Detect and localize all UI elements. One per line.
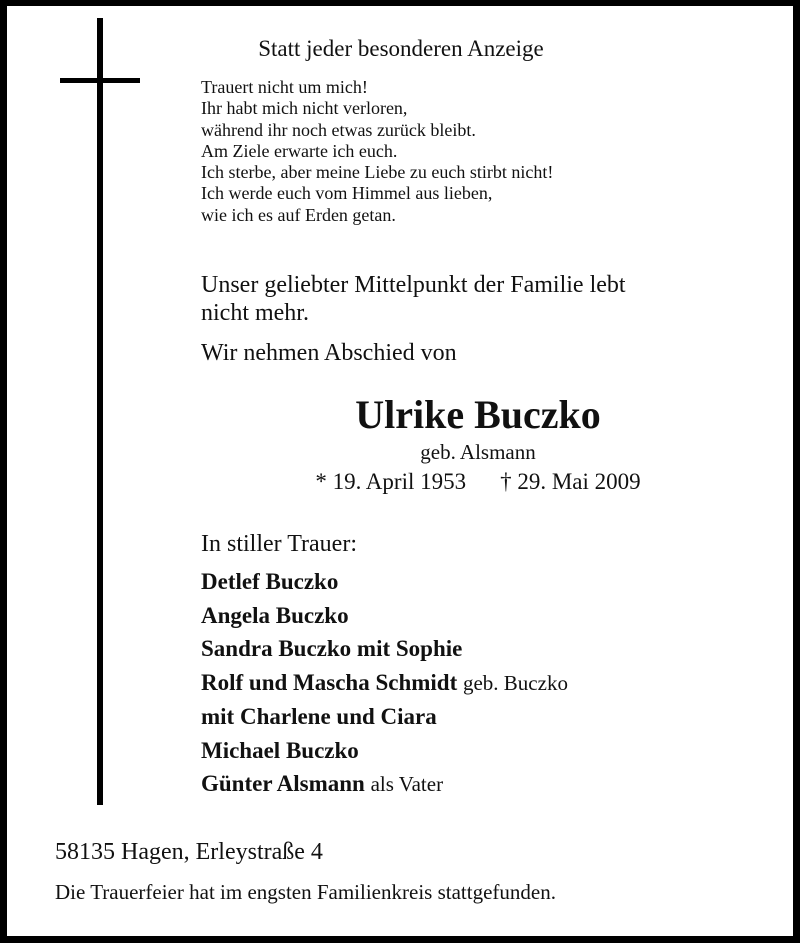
poem-line: während ihr noch etwas zurück bleibt. [201, 119, 476, 140]
mourner-name: Sandra Buczko mit Sophie [201, 636, 463, 661]
deceased-name: Ulrike Buczko [355, 392, 601, 437]
mourner-item [201, 767, 568, 802]
mourner-name: Detlef Buczko [201, 569, 339, 594]
obituary-notice [7, 6, 793, 936]
ceremony-note: Die Trauerfeier hat im engsten Familienkreis stattgefunden. [55, 880, 556, 904]
mourner-name: Günter Alsmann [201, 771, 365, 796]
life-dates [201, 469, 755, 495]
mourner-name: Rolf und Mascha Schmidt [201, 669, 458, 695]
cross-icon [97, 18, 103, 805]
poem [201, 77, 553, 226]
farewell-text: Wir nehmen Abschied von [201, 340, 457, 366]
cross-icon-crossbar [60, 78, 140, 83]
poem-line: Ich werde euch vom Himmel aus lieben, [201, 183, 493, 204]
mourner-name: Michael Buczko [201, 737, 359, 763]
poem-line: Am Ziele erwarte ich euch. [201, 140, 398, 161]
birth-date: * 19. April 1953 [315, 469, 467, 494]
mourner-item [201, 599, 568, 633]
mourners-list [201, 565, 568, 802]
intro-line: Unser geliebter Mittelpunkt der Familie lebt [201, 272, 626, 298]
mourner-item [201, 632, 568, 666]
maiden-name: geb. Alsmann [420, 440, 536, 464]
mourner-item [201, 700, 568, 734]
notice-heading: Statt jeder besonderen Anzeige [258, 36, 544, 61]
mourner-note: geb. Buczko [462, 670, 568, 695]
poem-line: Ich sterbe, aber meine Liebe zu euch stirbt nicht! [201, 162, 554, 183]
mourner-item [201, 734, 568, 768]
poem-line: wie ich es auf Erden getan. [201, 204, 396, 225]
poem-line: Ihr habt mich nicht verloren, [201, 98, 408, 119]
intro-line: nicht mehr. [201, 300, 309, 326]
mourner-item [201, 666, 568, 701]
mourner-note: als Vater [370, 772, 444, 796]
mourner-item [201, 565, 568, 599]
address: 58135 Hagen, Erleystraße 4 [55, 839, 323, 865]
death-date: † 29. Mai 2009 [500, 469, 641, 494]
mourner-name: mit Charlene und Ciara [201, 704, 437, 729]
intro-text [201, 271, 626, 327]
mourning-label: In stiller Trauer: [201, 531, 357, 557]
poem-line: Trauert nicht um mich! [201, 77, 368, 97]
mourner-name: Angela Buczko [201, 602, 349, 628]
